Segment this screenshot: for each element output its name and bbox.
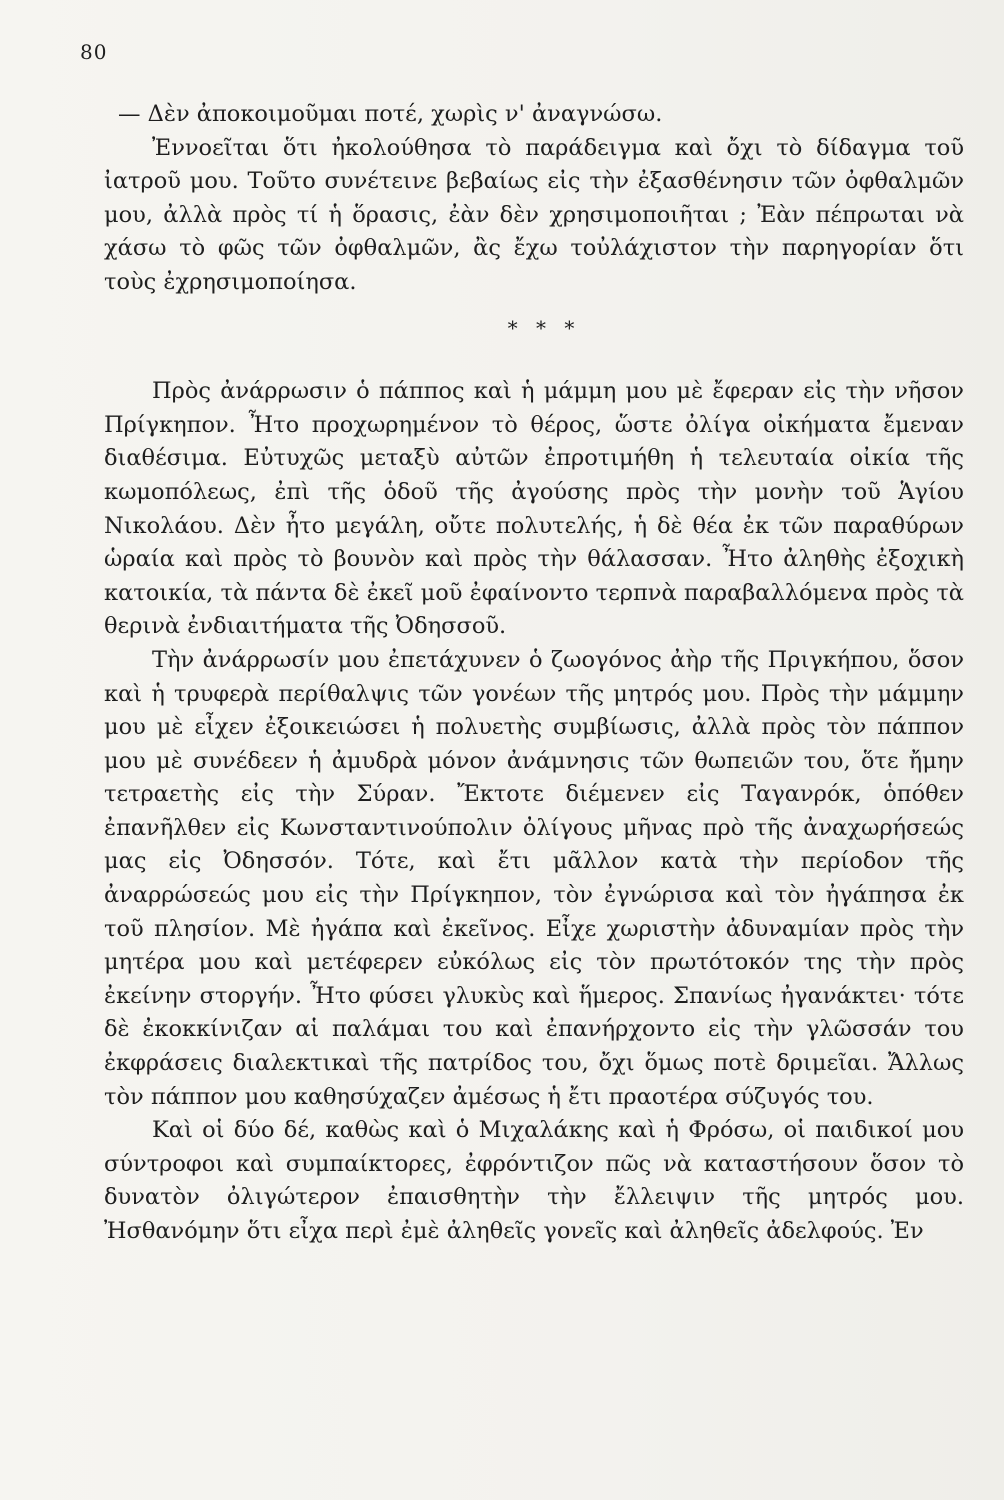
page-number: 80 (80, 40, 108, 64)
paragraph: Ἐννοεῖται ὅτι ἠκολούθησα τὸ παράδειγμα καὶ ὄχι τὸ δίδαγμα τοῦ ἰατροῦ μου. Τοῦτο συνέτεινε βεβαίως εἰς τὴν ἐξασθένησιν τῶν ὀφθαλμῶν μου, ἀλλὰ πρὸς τί ἡ ὅρασις, ἐὰν δὲν χρησιμοποιῆται ; Ἐὰν πέπρωται νὰ χάσω τὸ φῶς τῶν ὀφθαλμῶν, ἂς ἔχω τοὐλάχιστον τὴν παρηγορίαν ὅτι τοὺς ἐχρησιμοποίησα. (104, 134, 964, 295)
paragraph-dialogue: — Δὲν ἀποκοιμοῦμαι ποτέ, χωρὶς ν' ἀναγνώσω. (118, 101, 663, 127)
section-break-asterisks: * * * (507, 315, 581, 340)
page-text (104, 98, 964, 1249)
paragraph: Πρὸς ἀνάρρωσιν ὁ πάππος καὶ ἡ μάμμη μου μὲ ἔφεραν εἰς τὴν νῆσον Πρίγκηπον. Ἦτο προχωρημένον τὸ θέρος, ὥστε ὀλίγα οἰκήματα ἔμεναν διαθέσιμα. Εὐτυχῶς μεταξὺ αὐτῶν ἐπροτιμήθη ἡ τελευταία οἰκία τῆς κωμοπόλεως, ἐπὶ τῆς ὁδοῦ τῆς ἀγούσης πρὸς τὴν μονὴν τοῦ Ἁγίου Νικολάου. Δὲν ἦτο μεγάλη, οὔτε πολυτελής, ἡ δὲ θέα ἐκ τῶν παραθύρων ὡραία καὶ πρὸς τὸ βουνὸν καὶ πρὸς τὴν θάλασσαν. Ἦτο ἀληθὴς ἐξοχικὴ κατοικία, τὰ πάντα δὲ ἐκεῖ μοῦ ἐφαίνοντο τερπνὰ παραβαλλόμενα πρὸς τὰ θερινὰ ἐνδιαιτήματα τῆς Ὀδησσοῦ. (104, 378, 964, 640)
paragraph: Τὴν ἀνάρρωσίν μου ἐπετάχυνεν ὁ ζωογόνος ἀὴρ τῆς Πριγκήπου, ὅσον καὶ ἡ τρυφερὰ περίθαλψις τῶν γονέων τῆς μητρός μου. Πρὸς τὴν μάμμην μου μὲ εἶχεν ἐξοικειώσει ἡ πολυετὴς συμβίωσις, ἀλλὰ πρὸς τὸν πάππον μου μὲ συνέδεεν ἡ ἀμυδρὰ μόνον ἀνάμνησις τῶν θωπειῶν του, ὅτε ἤμην τετραετὴς εἰς τὴν Σύραν. Ἔκτοτε διέμενεν εἰς Ταγανρόκ, ὁπόθεν ἐπανῆλθεν εἰς Κωνσταντινούπολιν ὀλίγους μῆνας πρὸ τῆς ἀναχωρήσεώς μας εἰς Ὀδησσόν. Τότε, καὶ ἔτι μᾶλλον κατὰ τὴν περίοδον τῆς ἀναρρώσεώς μου εἰς τὴν Πρίγκηπον, τὸν ἐγνώρισα καὶ τὸν ἠγάπησα ἐκ τοῦ πλησίον. Μὲ ἠγάπα καὶ ἐκεῖνος. Εἶχε χωριστὴν ἀδυναμίαν πρὸς τὴν μητέρα μου καὶ μετέφερεν εὐκόλως εἰς τὸν πρωτότοκόν της τὴν πρὸς ἐκείνην στοργήν. Ἦτο φύσει γλυκὺς καὶ ἥμερος. Σπανίως ἠγανάκτει· τότε δὲ ἐκοκκίνιζαν αἱ παλάμαι του καὶ ἐπανήρχοντο εἰς τὴν γλῶσσάν του ἐκφράσεις διαλεκτικαὶ τῆς πατρίδος του, ὄχι ὅμως ποτὲ δριμεῖαι. Ἄλλως τὸν πάππον μου καθησύχαζεν ἀμέσως ἡ ἔτι πραοτέρα σύζυγός του. (104, 646, 964, 1110)
paragraph: Καὶ οἱ δύο δέ, καθὼς καὶ ὁ Μιχαλάκης καὶ ἡ Φρόσω, οἱ παιδικοί μου σύντροφοι καὶ συμπαίκτορες, ἐφρόντιζον πῶς νὰ καταστήσουν ὅσον τὸ δυνατὸν ὀλιγώτερον ἐπαισθητὴν τὴν ἔλλειψιν τῆς μητρός μου. Ἠσθανόμην ὅτι εἶχα περὶ ἐμὲ ἀληθεῖς γονεῖς καὶ ἀληθεῖς ἀδελφούς. Ἐν (104, 1117, 964, 1244)
